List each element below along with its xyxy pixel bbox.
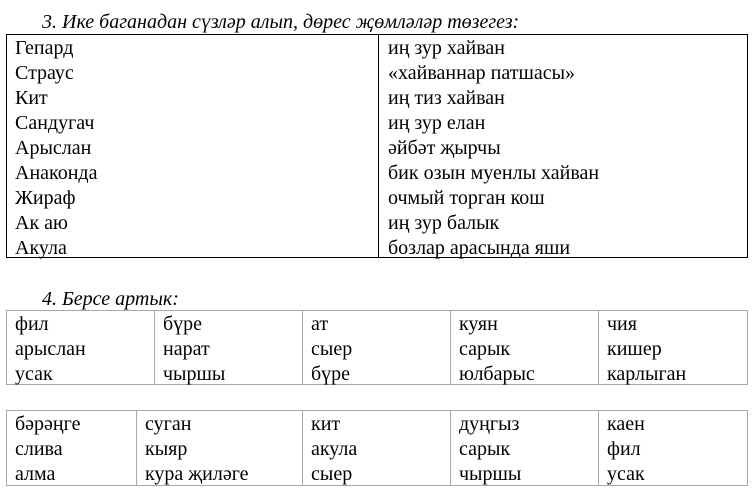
- word-cell: бүре: [163, 313, 203, 335]
- word-cell: фил: [15, 313, 49, 335]
- matching-right-cell: иң зур хайван: [388, 37, 505, 59]
- odd-one-out-table-2: [6, 410, 748, 486]
- word-cell: дуңгыз: [459, 413, 520, 435]
- word-cell: куян: [459, 313, 498, 335]
- matching-left-cell: Арыслан: [15, 137, 92, 159]
- word-cell: арыслан: [15, 338, 86, 360]
- word-cell: юлбарыс: [459, 363, 535, 385]
- word-cell: кит: [311, 413, 341, 435]
- word-cell: кура җиләге: [145, 463, 249, 485]
- word-cell: акула: [311, 438, 358, 460]
- word-group: [7, 311, 155, 384]
- matching-right-cell: «хайваннар патшасы»: [388, 62, 576, 84]
- word-cell: кишер: [607, 338, 662, 360]
- word-group: [303, 311, 451, 384]
- word-cell: нарат: [163, 338, 210, 360]
- word-cell: каен: [607, 413, 645, 435]
- word-group: [599, 411, 747, 485]
- word-cell: алма: [15, 463, 56, 485]
- matching-table: [6, 34, 748, 258]
- matching-left-cell: Кит: [15, 87, 48, 109]
- matching-right-cell: бик озын муенлы хайван: [388, 162, 600, 184]
- word-group: [155, 311, 303, 384]
- word-cell: сыер: [311, 463, 353, 485]
- word-group: [303, 411, 451, 485]
- matching-right-cell: очмый торган кош: [388, 187, 545, 209]
- matching-right-column: [379, 35, 747, 257]
- word-cell: слива: [15, 438, 63, 460]
- matching-right-cell: иң зур елан: [388, 112, 486, 134]
- word-cell: чия: [607, 313, 637, 335]
- matching-left-column: [7, 35, 379, 257]
- exercise-4-title: 4. Берсе артык:: [42, 288, 179, 310]
- word-cell: бәрәңге: [15, 413, 81, 435]
- word-cell: фил: [607, 438, 641, 460]
- matching-left-cell: Ак аю: [15, 212, 68, 234]
- matching-left-cell: Акула: [15, 237, 67, 259]
- word-cell: сарык: [459, 338, 511, 360]
- word-group: [137, 411, 303, 485]
- word-cell: карлыган: [607, 363, 687, 385]
- matching-right-cell: иң тиз хайван: [388, 87, 505, 109]
- matching-left-cell: Страус: [15, 62, 74, 84]
- word-cell: усак: [15, 363, 53, 385]
- word-cell: сыер: [311, 338, 353, 360]
- matching-left-cell: Жираф: [15, 187, 76, 209]
- word-cell: чыршы: [459, 463, 522, 485]
- matching-left-cell: Анаконда: [15, 162, 98, 184]
- word-cell: чыршы: [163, 363, 226, 385]
- word-group: [7, 411, 137, 485]
- matching-right-cell: бозлар арасында яши: [388, 237, 571, 259]
- exercise-3-title: 3. Ике баганадан сүзләр алып, дөрес җөмләләр төзегез:: [42, 11, 520, 33]
- word-cell: усак: [607, 463, 645, 485]
- matching-right-cell: иң зур балык: [388, 212, 500, 234]
- word-group: [451, 411, 599, 485]
- word-cell: суган: [145, 413, 192, 435]
- word-cell: ат: [311, 313, 329, 335]
- matching-right-cell: әйбәт җырчы: [388, 137, 501, 159]
- odd-one-out-table-1: [6, 310, 748, 385]
- word-group: [451, 311, 599, 384]
- matching-left-cell: Сандугач: [15, 112, 95, 134]
- word-cell: кыяр: [145, 438, 188, 460]
- word-group: [599, 311, 747, 384]
- word-cell: бүре: [311, 363, 351, 385]
- matching-left-cell: Гепард: [15, 37, 74, 59]
- word-cell: сарык: [459, 438, 511, 460]
